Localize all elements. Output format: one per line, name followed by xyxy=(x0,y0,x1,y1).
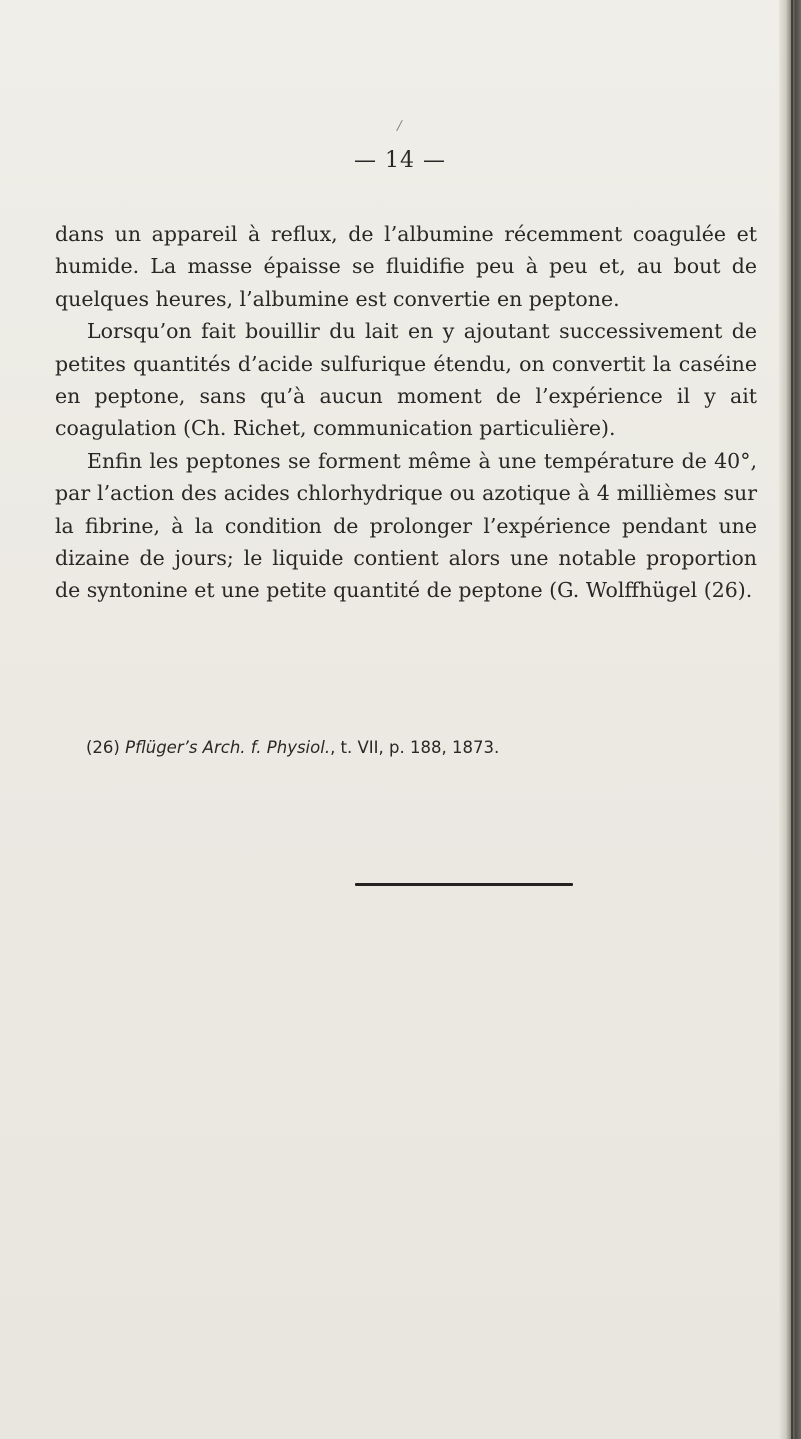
ink-speck: / xyxy=(395,117,404,135)
page-edge-shadow xyxy=(779,0,801,1439)
printed-rule xyxy=(355,883,573,886)
paragraph-1: dans un appareil à reflux, de l’albumine récemment coagulée et humide. La masse épaisse se fluidifie peu à peu et, au bout de quelques heures, l’albumine est convertie en peptone. xyxy=(55,222,757,311)
paragraph-3: Enfin les peptones se forment même à une température de 40°, par l’action des acides chlorhydrique ou azotique à 4 millièmes sur la fibrine, à la condition de prolonger l’expérience pendant une dizaine de jours; le liquide contient alors une notable proportion de syntonine et une petite quantité de peptone (G. Wolffhügel (26). xyxy=(55,448,757,603)
body-text xyxy=(55,218,757,607)
paragraph-2: Lorsqu’on fait bouillir du lait en y ajoutant successivement de petites quantités d’acide sulfurique étendu, on convertit la caséine en peptone, sans qu’à aucun moment de l’expérience il y ait coagulation (Ch. Richet, communication particulière). xyxy=(55,319,757,441)
page-edge-line xyxy=(791,0,793,1439)
footnote-journal: Pflüger’s Arch. f. Physiol. xyxy=(125,738,331,757)
footnote-citation: , t. VII, p. 188, 1873. xyxy=(330,738,500,757)
page-number: — 14 — xyxy=(354,148,446,173)
footnote-marker: (26) xyxy=(86,738,120,757)
footnote xyxy=(86,737,726,759)
